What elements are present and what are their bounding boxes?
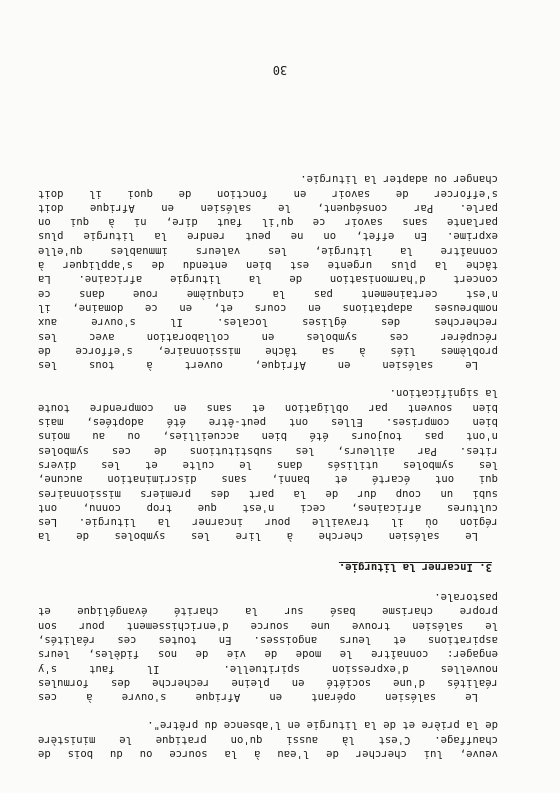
text-line: réalités d'une société en pleine recherche des formules <box>38 676 498 689</box>
text-line: Le salésien en Afrique, ouvert à tous les <box>38 359 478 372</box>
text-line: recherches des églises locales. Il s'ouvre aux <box>38 316 498 329</box>
text-line: n'ont pas toujours été bien accueillies, ou au moins <box>38 430 498 443</box>
text-line: nouvelles d'expression spirituelle. Il faut s'y <box>38 662 498 675</box>
text-line: aspirations et leurs angoisses. En toutes ces réalités, <box>38 633 498 646</box>
text-line: région où il travaille pour incarner la liturgie. Les <box>38 516 498 529</box>
text-line: bien souvent par obligation et sans en comprendre toute <box>38 401 498 414</box>
text-line: cultures africaines, ceci n'est que trop connu, ont <box>38 501 498 514</box>
text-line: veuve, lui chercher de l'eau à la source ou du bois de <box>38 748 498 760</box>
page-content <box>38 172 498 761</box>
text-line: Le salésien opérant en Afrique s'ouvre à ces <box>38 691 478 704</box>
section-heading: 3. Incarner la liturgie. <box>338 560 492 573</box>
text-line: s'efforcer de savoir en fonction de quoi il doit <box>38 187 498 200</box>
text-line: les symboles utilisés dans le culte et les divers <box>38 458 498 471</box>
text-line: changer ou adapter la liturgie. <box>300 173 498 186</box>
page-number: 30 <box>272 63 288 77</box>
text-line: récupérer ces symboles en collaboration avec les <box>38 330 498 343</box>
text-line: connaître la liturgie, les valeurs immuables qu'elle <box>38 244 498 257</box>
text-line: exprime. En effet, on ne peut rendre la liturgie plus <box>38 230 498 243</box>
text-line: engager: connaître le mode de vie de nos fidèles, leurs <box>38 648 498 661</box>
text-line: tâche la plus urgente est bien entendu de s'appliquer à <box>38 259 498 272</box>
text-line: rites. Par ailleurs, les substitutions de ces symboles <box>38 444 498 457</box>
text-line: pastorale. <box>434 591 498 604</box>
text-line: problèmes liés à sa tâche missionnaire, s'efforce de <box>38 344 498 357</box>
paragraph-symbols <box>38 386 498 543</box>
paragraph-adaptation <box>38 172 498 372</box>
text-line: qui ont écarté et banni, sans discrimination aucune, <box>38 473 498 486</box>
text-line: la signification. <box>389 387 498 400</box>
text-line: propre charisme basé sur la charité évangélique et <box>38 605 498 618</box>
text-line: chauffage. C'est là aussi qu'on pratique le ministère <box>38 733 498 746</box>
text-line: parlante sans savoir ce qu'il faut dire, ni à qui on <box>38 216 498 229</box>
paragraph-continuation <box>38 718 498 761</box>
text-line: nombreuses adaptations en cours et, en ce domaine, il <box>38 301 498 314</box>
text-line: bien comprises. Elles ont peut-être été adoptées, mais <box>38 416 498 429</box>
text-line: subi un coup dur de la part des premiers missionnaires <box>38 487 498 500</box>
text-line: Le salésien cherche à lire les symboles de la <box>38 530 478 543</box>
text-line: parle. Par conséquent, le salésien en Afrique doit <box>38 201 498 214</box>
paragraph-openness <box>38 590 498 704</box>
text-line: concert d'harmonisation de la liturgie africaine. La <box>38 273 498 286</box>
text-line: n'est certainement pas la cinquième roue dans ce <box>38 287 498 300</box>
text-line: de la prière et de la liturgie en l'absence du prêtre". <box>147 719 498 732</box>
text-line: le salésien trouve une source d'enrichissement pour son <box>38 619 498 632</box>
